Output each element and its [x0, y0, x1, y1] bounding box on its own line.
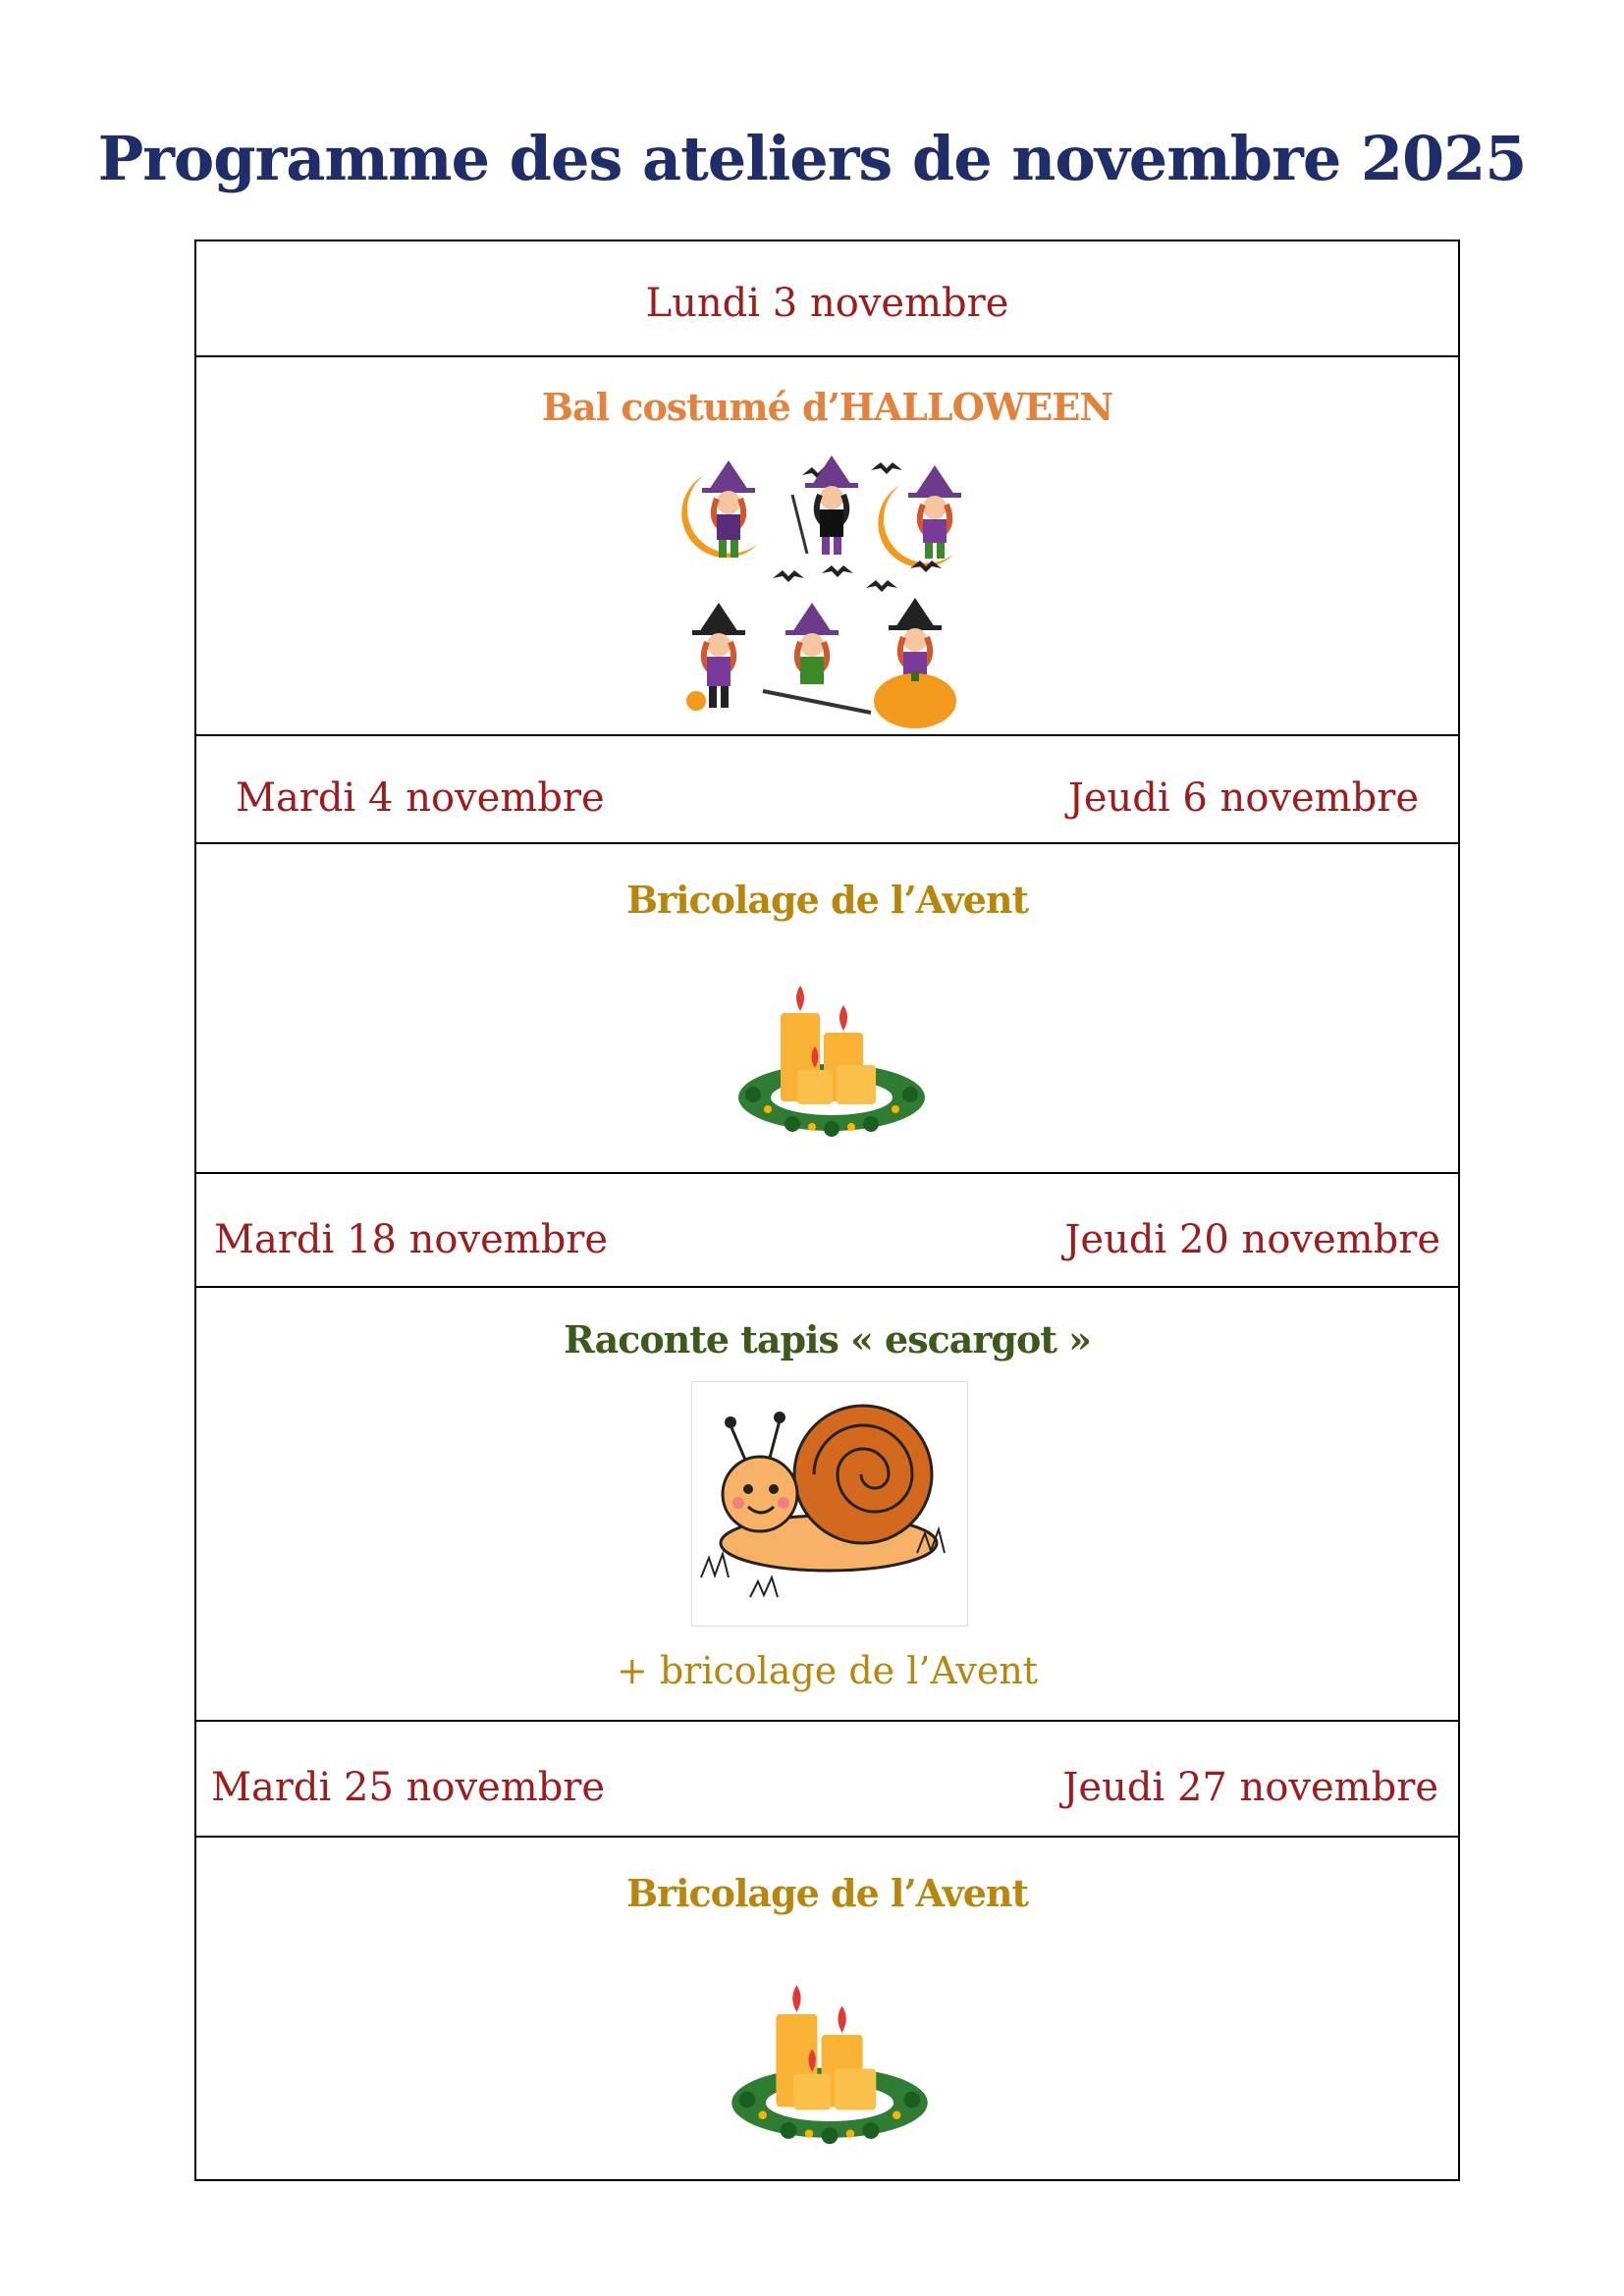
advent-candles-wreath-icon	[733, 972, 930, 1139]
date-row	[196, 736, 1458, 844]
date-label: Jeudi 27 novembre	[1062, 1765, 1438, 1810]
activity-note: + bricolage de l’Avent	[616, 1649, 1039, 1692]
activity-row	[196, 1838, 1458, 2181]
workshop-table	[194, 240, 1460, 2181]
activity-title: Raconte tapis « escargot »	[564, 1317, 1091, 1362]
activity-row	[196, 844, 1458, 1174]
advent-candles-wreath-icon	[727, 1970, 933, 2147]
date-label: Jeudi 6 novembre	[1067, 775, 1419, 821]
halloween-witches-icon	[675, 455, 989, 730]
activity-title: Bal costumé d’HALLOWEEN	[541, 385, 1113, 429]
date-label: Mardi 25 novembre	[211, 1765, 606, 1810]
date-label: Mardi 18 novembre	[214, 1217, 609, 1262]
activity-title: Bricolage de l’Avent	[625, 1871, 1029, 1915]
date-label: Mardi 4 novembre	[236, 775, 605, 821]
activity-row	[196, 1288, 1458, 1722]
date-row	[196, 1722, 1458, 1838]
activity-row	[196, 357, 1458, 736]
activity-title: Bricolage de l’Avent	[625, 878, 1029, 922]
snail-icon	[691, 1381, 968, 1627]
date-label: Lundi 3 novembre	[645, 281, 1009, 326]
page-title: Programme des ateliers de novembre 2025	[97, 123, 1527, 194]
date-label: Jeudi 20 novembre	[1064, 1217, 1440, 1262]
date-row	[196, 241, 1458, 357]
date-row	[196, 1174, 1458, 1288]
